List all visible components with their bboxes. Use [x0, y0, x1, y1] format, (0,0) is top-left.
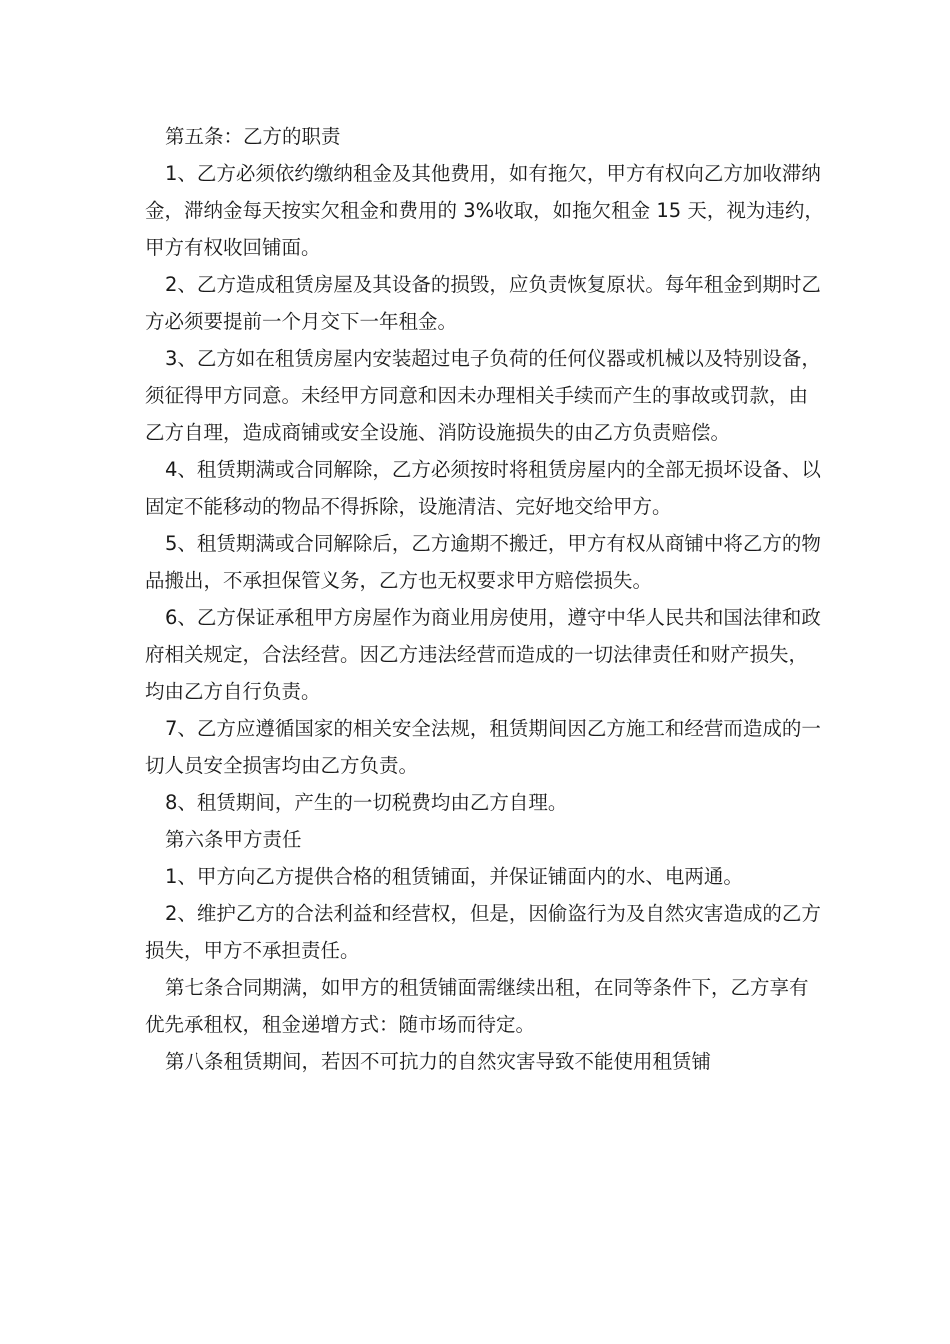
clause-5-7: 7、乙方应遵循国家的相关安全法规，租赁期间因乙方施工和经营而造成的一切人员安全损害均由乙方负责。 — [145, 717, 821, 777]
clause-5-6: 6、乙方保证承租甲方房屋作为商业用房使用，遵守中华人民共和国法律和政府相关规定，合法经营。因乙方违法经营而造成的一切法律责任和财产损失，均由乙方自行负责。 — [145, 606, 821, 703]
document-body — [145, 118, 825, 1080]
section-8-paragraph: 第八条租赁期间，若因不可抗力的自然灾害导致不能使用租赁铺 — [165, 1050, 712, 1073]
section-heading-5: 第五条：乙方的职责 — [165, 125, 341, 148]
clause-5-5: 5、租赁期满或合同解除后，乙方逾期不搬迁，甲方有权从商铺中将乙方的物品搬出，不承担保管义务，乙方也无权要求甲方赔偿损失。 — [145, 532, 821, 592]
clause-6-2: 2、维护乙方的合法利益和经营权，但是，因偷盗行为及自然灾害造成的乙方损失，甲方不承担责任。 — [145, 902, 821, 962]
clause-5-3: 3、乙方如在租赁房屋内安装超过电子负荷的任何仪器或机械以及特别设备，须征得甲方同意。未经甲方同意和因未办理相关手续而产生的事故或罚款，由乙方自理，造成商铺或安全设施、消防设施损失的由乙方负责赔偿。 — [145, 347, 821, 444]
clause-5-2: 2、乙方造成租赁房屋及其设备的损毁，应负责恢复原状。每年租金到期时乙方必须要提前一个月交下一年租金。 — [145, 273, 821, 333]
clause-5-8: 8、租赁期间，产生的一切税费均由乙方自理。 — [165, 791, 568, 814]
section-7-paragraph: 第七条合同期满，如甲方的租赁铺面需继续出租，在同等条件下，乙方享有优先承租权，租金递增方式：随市场而待定。 — [145, 976, 809, 1036]
clause-5-1: 1、乙方必须依约缴纳租金及其他费用，如有拖欠，甲方有权向乙方加收滞纳金，滞纳金每天按实欠租金和费用的 3%收取，如拖欠租金 15 天，视为违约，甲方有权收回铺面。 — [145, 162, 824, 259]
clause-6-1: 1、甲方向乙方提供合格的租赁铺面，并保证铺面内的水、电两通。 — [165, 865, 743, 888]
section-heading-6: 第六条甲方责任 — [165, 828, 302, 851]
clause-5-4: 4、租赁期满或合同解除，乙方必须按时将租赁房屋内的全部无损坏设备、以固定不能移动的物品不得拆除，设施清洁、完好地交给甲方。 — [145, 458, 821, 518]
